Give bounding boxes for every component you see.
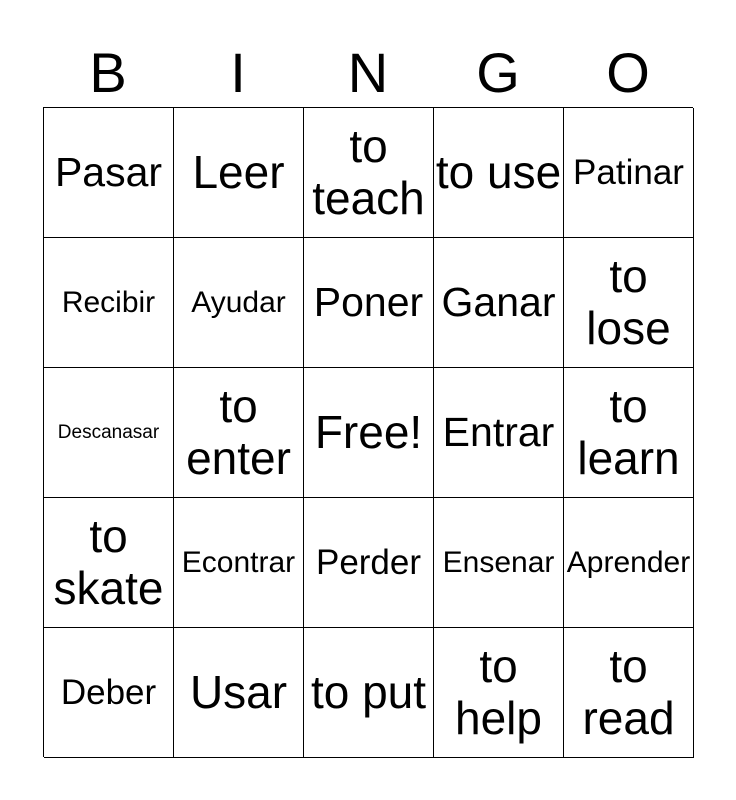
bingo-cell[interactable] [44,238,174,368]
bingo-cell[interactable] [434,498,564,628]
cell-text: Recibir [61,285,156,319]
cell-text: to use [435,145,562,198]
bingo-cell[interactable] [564,498,694,628]
cell-text: to read [582,639,675,744]
cell-text: Ganar [441,278,556,325]
cell-text: to put [310,665,427,718]
bingo-cell[interactable] [304,108,434,238]
bingo-cell[interactable] [174,108,304,238]
cell-text: to lose [586,249,671,354]
cell-text: Deber [60,672,157,712]
cell-text: Pasar [54,148,163,195]
bingo-cell[interactable] [174,238,304,368]
cell-text: to help [455,639,542,744]
bingo-cell[interactable] [434,368,564,498]
cell-text: to skate [53,509,164,614]
bingo-cell[interactable] [564,238,694,368]
cell-text: Usar [189,665,288,718]
bingo-board [43,107,693,757]
bingo-cell[interactable] [44,498,174,628]
bingo-cell[interactable] [564,108,694,238]
bingo-cell[interactable] [174,498,304,628]
cell-text: to teach [312,119,425,224]
bingo-cell[interactable] [304,238,434,368]
header-letter-o: O [606,41,650,104]
bingo-cell[interactable] [434,108,564,238]
bingo-cell[interactable] [174,628,304,758]
cell-text: Poner [313,278,424,325]
free-space-cell[interactable] [304,368,434,498]
bingo-cell[interactable] [434,238,564,368]
bingo-cell[interactable] [44,108,174,238]
cell-text: Econtrar [181,545,296,579]
cell-text: to learn [577,379,680,484]
cell-text: Aprender [566,545,691,579]
bingo-cell[interactable] [304,498,434,628]
header-letter-i: I [230,41,246,104]
cell-text: Patinar [573,152,684,192]
cell-text: Perder [315,542,422,582]
bingo-cell[interactable] [44,628,174,758]
free-space-text: Free! [314,405,423,458]
header-letter-g: G [476,41,520,104]
cell-text: Ayudar [191,285,286,319]
cell-text: Descanasar [57,421,160,443]
bingo-cell[interactable] [564,628,694,758]
bingo-header [43,40,693,106]
cell-text: to enter [186,379,291,484]
bingo-cell[interactable] [174,368,304,498]
header-letter-b: B [89,41,127,104]
bingo-cell[interactable] [304,628,434,758]
bingo-cell[interactable] [564,368,694,498]
header-letter-n: N [347,41,389,104]
cell-text: Ensenar [442,545,555,579]
bingo-cell[interactable] [434,628,564,758]
cell-text: Leer [192,145,285,198]
cell-text: Entrar [442,408,555,455]
bingo-cell[interactable] [44,368,174,498]
